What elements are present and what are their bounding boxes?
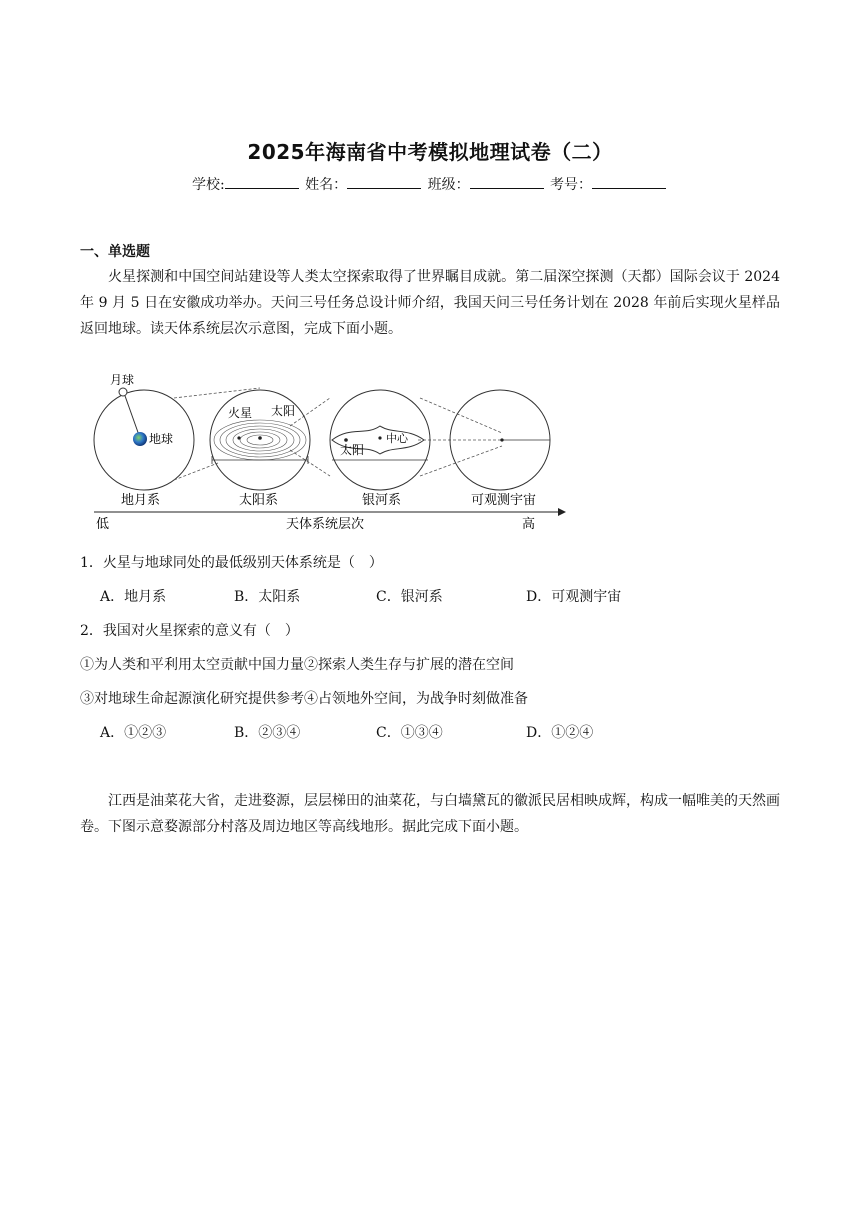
q2-option-d[interactable]: D．①②④ <box>526 725 594 741</box>
system-label-universe: 可观测宇宙 <box>471 493 537 508</box>
school-blank <box>225 174 299 189</box>
question-2-statement-line-2: ③对地球生命起源演化研究提供参考④占领地外空间，为战争时刻做准备 <box>80 691 528 707</box>
galaxy-center-label: 中心 <box>386 432 408 445</box>
earth-label: 地球 <box>149 432 174 446</box>
axis-low-label: 低 <box>96 517 110 532</box>
class-label: 班级： <box>427 177 470 193</box>
question-2-statement-line-1: ①为人类和平利用太空贡献中国力量②探索人类生存与扩展的潜在空间 <box>80 657 514 673</box>
class-blank <box>470 174 544 189</box>
q1-option-b[interactable]: B．太阳系 <box>234 589 301 605</box>
celestial-system-figure <box>88 368 568 534</box>
zoom-connector-lines <box>174 388 504 480</box>
sun-dot-icon <box>258 436 262 440</box>
solar-system-diagram <box>210 390 310 490</box>
sun-label: 太阳 <box>271 404 296 418</box>
name-blank <box>347 174 421 189</box>
mars-dot-icon <box>237 436 240 439</box>
mars-label: 火星 <box>228 406 253 420</box>
section-heading: 一、单选题 <box>80 244 150 260</box>
passage-2: 江西是油菜花大省，走进婺源，层层梯田的油菜花，与白墙黛瓦的徽派民居相映成辉，构成一幅唯美的天然画卷。下图示意婺源部分村落及周边地区等高线地形。据此完成下面小题。 <box>80 793 780 835</box>
system-label-earth-moon: 地月系 <box>121 493 161 508</box>
exam-title: 2025年海南省中考模拟地理试卷（二） <box>247 140 613 164</box>
q2-option-c[interactable]: C．①③④ <box>376 725 443 741</box>
axis-high-label: 高 <box>522 517 536 532</box>
moon-icon <box>119 388 127 396</box>
galaxy-center-dot-icon <box>378 436 381 439</box>
milky-way-diagram <box>330 390 430 490</box>
axis-arrow-icon <box>558 508 566 516</box>
name-label: 姓名： <box>305 177 348 193</box>
exam-no-label: 考号： <box>550 177 593 193</box>
axis-name-label: 天体系统层次 <box>286 517 365 532</box>
system-label-galaxy: 银河系 <box>362 493 402 508</box>
earth-icon <box>133 432 147 446</box>
q1-option-a[interactable]: A．地月系 <box>100 589 167 605</box>
q1-option-d[interactable]: D．可观测宇宙 <box>526 589 622 605</box>
galaxy-sun-dot-icon <box>344 438 348 442</box>
q2-option-a[interactable]: A．①②③ <box>100 725 167 741</box>
passage-1: 火星探测和中国空间站建设等人类太空探索取得了世界瞩目成就。第二届深空探测（天都）国际会议于 2024 年 9 月 5 日在安徽成功举办。天问三号任务总设计师介绍，我国天问三号任务计划在 2028 年前后实现火星样品返回地球。读天体系统层次示意图，完成下面小题。 <box>80 269 780 337</box>
question-1-stem: 1．火星与地球同处的最低级别天体系统是（ ） <box>80 555 383 571</box>
system-label-solar: 太阳系 <box>239 493 279 508</box>
q2-option-b[interactable]: B．②③④ <box>234 725 301 741</box>
school-label: 学校: <box>191 177 225 193</box>
exam-no-blank <box>592 174 666 189</box>
earth-moon-system-diagram <box>94 372 194 490</box>
galaxy-sun-label: 太阳 <box>340 443 365 457</box>
moon-label: 月球 <box>110 373 135 387</box>
student-info-line <box>0 174 860 194</box>
question-2-stem: 2．我国对火星探索的意义有（ ） <box>80 623 299 639</box>
q1-option-c[interactable]: C．银河系 <box>376 589 443 605</box>
